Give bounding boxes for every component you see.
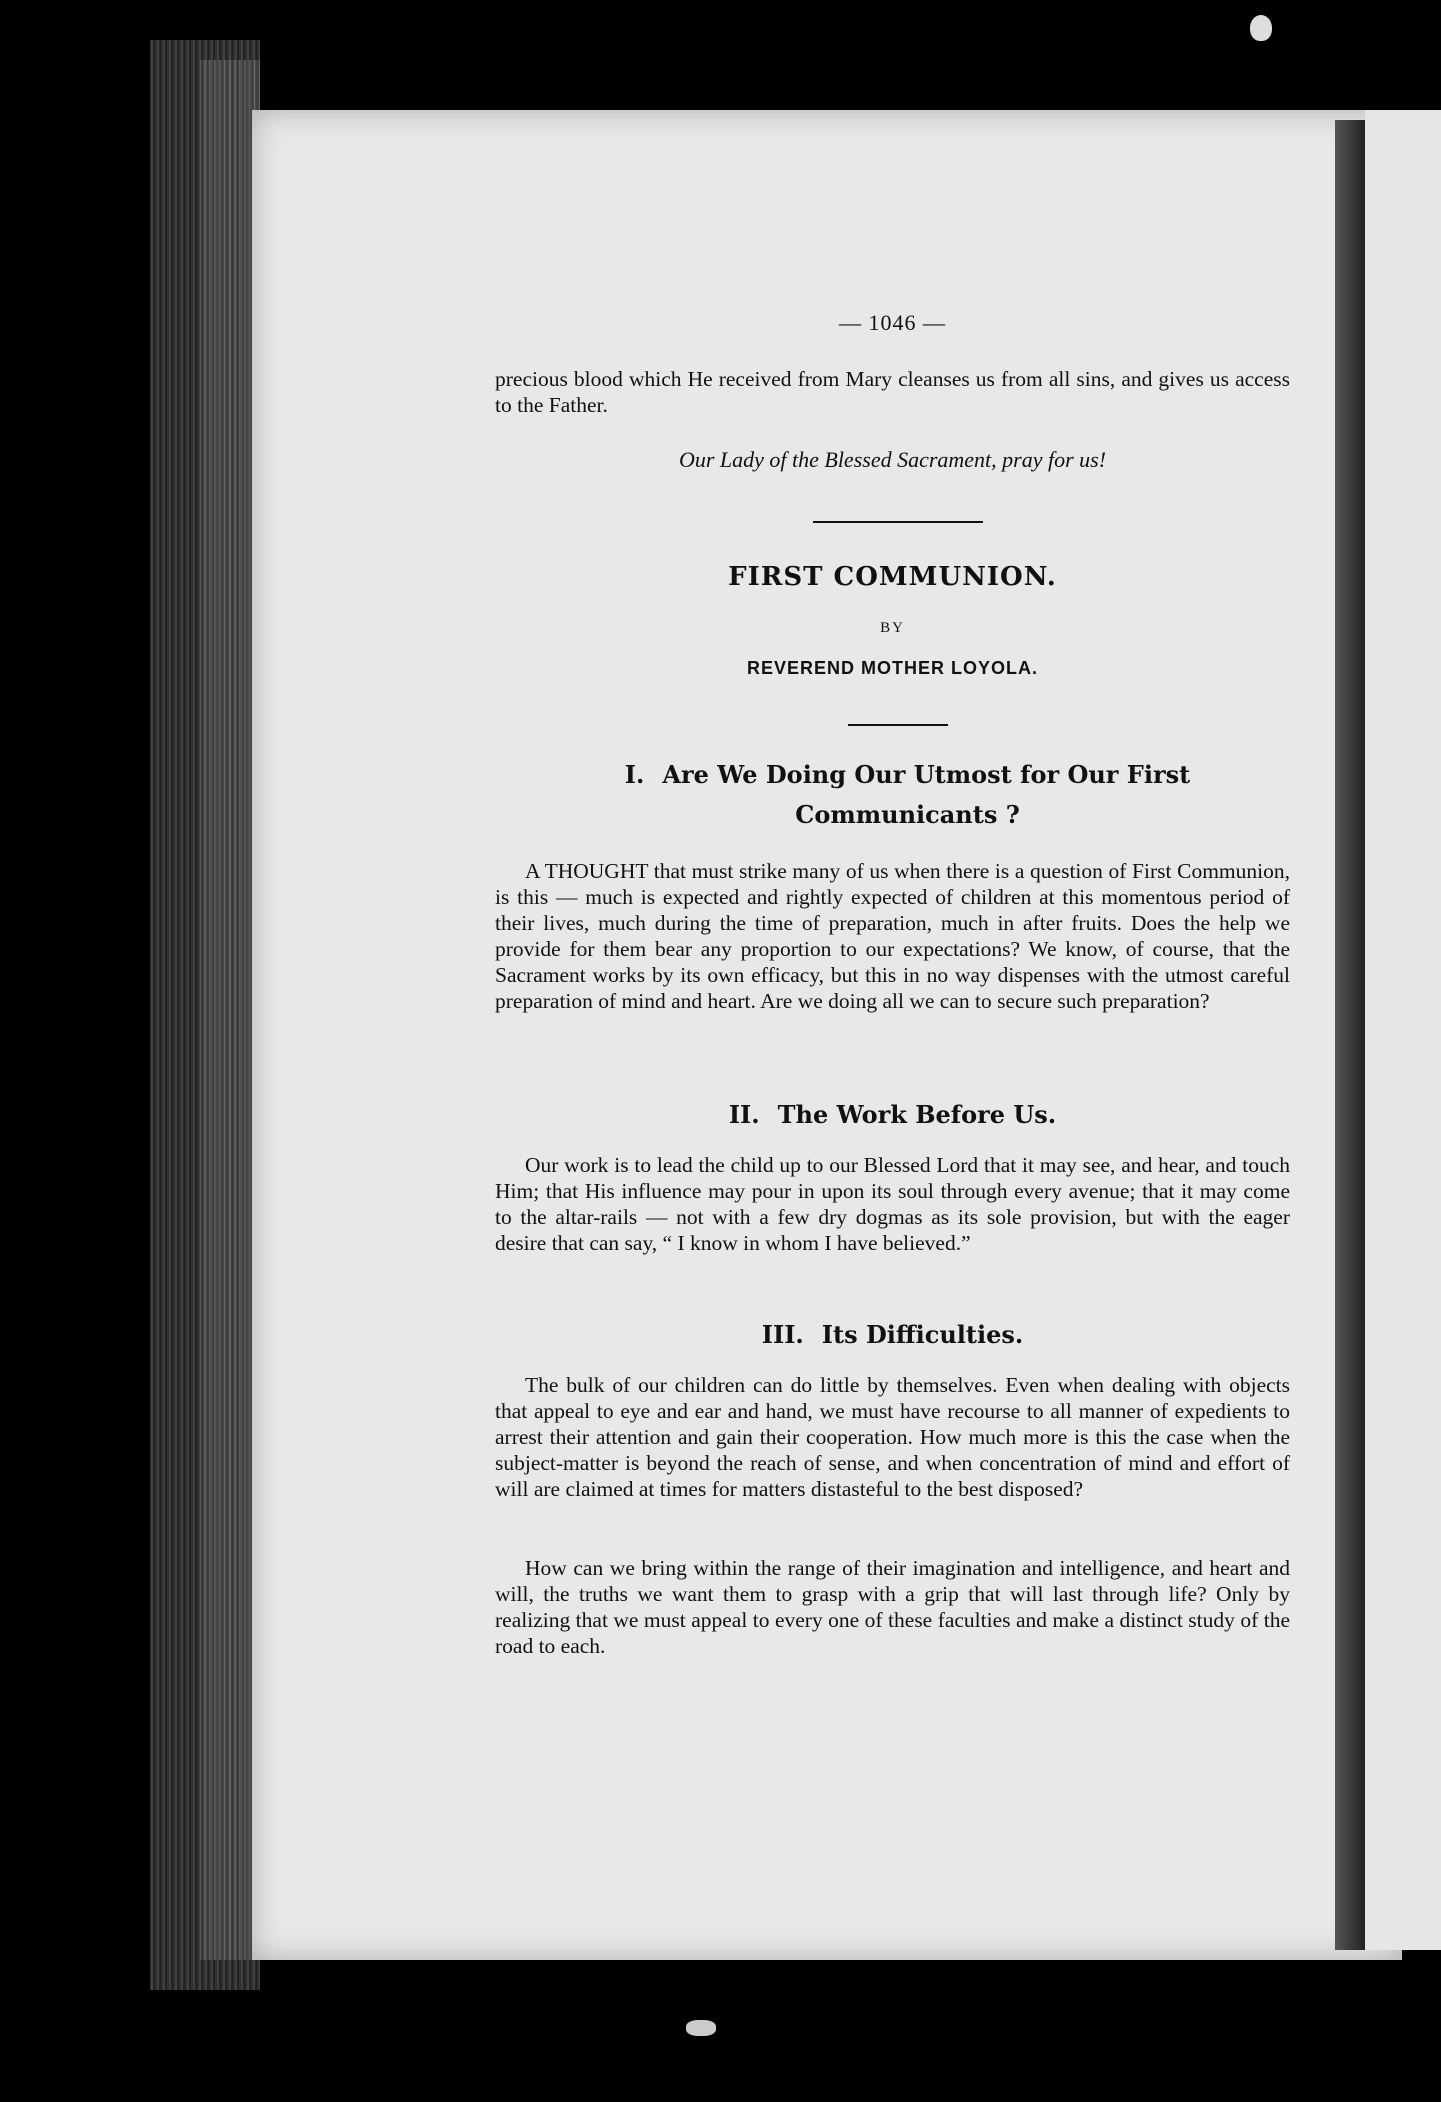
section-number: I. [624, 760, 645, 789]
opening-paragraph: precious blood which He received from Mary cleanses us from all sins, and gives us access to the Father. [495, 367, 1290, 417]
section-paragraph: The bulk of our children can do little by themselves. Even when dealing with objects that appeal to eye and ear and hand, we must have recourse to all manner of expedients to arrest their attention and gain their cooperation. How much more is this the case when the subject-matter is beyond the reach of sense, and when concentration of mind and effort of will are claimed at times for matters distasteful to the best disposed? [495, 1373, 1290, 1501]
section-title: The Work Before Us. [777, 1100, 1057, 1129]
scan-mark [1250, 15, 1272, 41]
section-paragraph: A THOUGHT that must strike many of us when there is a question of First Communion, is this — much is expected and rightly expected of children at this momentous period of their lives, much during the time of preparation, much in after fruits. Does the help we provide for them bear any proportion to our expectations? We know, of course, that the Sacrament works by its own efficacy, but this in no way dispenses with the utmost careful preparation of mind and heart. Are we doing all we can to secure such preparation? [495, 859, 1290, 1013]
scan-footer-mark [686, 2020, 716, 2036]
byline-label: BY [880, 620, 905, 636]
divider-rule-short [848, 724, 948, 726]
section-heading [525, 755, 1290, 835]
section-heading [495, 1095, 1290, 1135]
article-author: REVEREND MOTHER LOYOLA. [746, 658, 1038, 678]
page-number: — 1046 — [839, 310, 946, 335]
section-title: Its Difficulties. [821, 1320, 1024, 1349]
section-heading [495, 1315, 1290, 1355]
section-number: II. [728, 1100, 760, 1129]
section-paragraph: How can we bring within the range of their imagination and intelligence, and heart and will, the truths we want them to grasp with a grip that will last through life? Only by realizing that we must appeal to every one of these faculties and make a distinct study of the road to each. [495, 1556, 1290, 1658]
section-number: III. [761, 1320, 804, 1349]
page-gutter [1335, 120, 1365, 1950]
book-edge-pages [200, 60, 260, 1960]
invocation: Our Lady of the Blessed Sacrament, pray for us! [678, 447, 1107, 472]
section-paragraph: Our work is to lead the child up to our Blessed Lord that it may see, and hear, and touch Him; that His influence may pour in upon its soul through every avenue; that it may come to the altar-rails — not with a few dry dogmas as its sole provision, but with the eager desire that can say, “ I know in whom I have believed.” [495, 1153, 1290, 1255]
divider-rule [813, 521, 983, 523]
article-title: FIRST COMMUNION. [728, 562, 1057, 592]
next-page-edge [1365, 110, 1441, 1950]
section-title: Are We Doing Our Utmost for Our First Communicants ? [662, 760, 1191, 829]
